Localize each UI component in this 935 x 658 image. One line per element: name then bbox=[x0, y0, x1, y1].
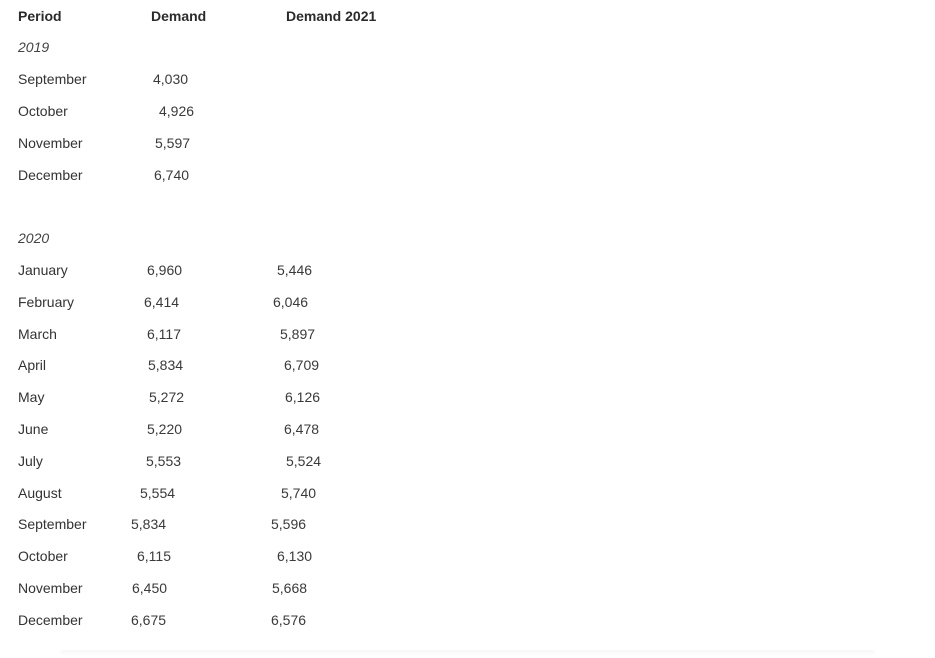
demand-value: 5,220 bbox=[147, 421, 183, 437]
demand-2021-value: 5,446 bbox=[277, 262, 313, 278]
row-label: September bbox=[18, 71, 87, 87]
demand-2021-value: 6,709 bbox=[284, 357, 320, 373]
demand-value: 6,675 bbox=[131, 612, 167, 628]
demand-value: 5,597 bbox=[155, 135, 191, 151]
row-label: April bbox=[18, 357, 47, 373]
row-label: February bbox=[18, 294, 75, 310]
demand-2021-value: 6,478 bbox=[284, 421, 320, 437]
demand-2021-value: 6,576 bbox=[271, 612, 307, 628]
demand-value: 5,554 bbox=[140, 485, 176, 501]
demand-2021-value: 6,130 bbox=[277, 548, 313, 564]
demand-value: 5,834 bbox=[131, 516, 167, 532]
demand-value: 6,117 bbox=[147, 326, 181, 342]
demand-value: 5,272 bbox=[149, 389, 185, 405]
row-label: March bbox=[18, 326, 57, 342]
demand-value: 5,834 bbox=[148, 357, 184, 373]
demand-value: 6,740 bbox=[154, 167, 190, 183]
demand-value: 6,115 bbox=[137, 548, 171, 564]
demand-value: 4,926 bbox=[159, 103, 195, 119]
row-label: December bbox=[18, 167, 83, 183]
row-label: July bbox=[18, 453, 43, 469]
year-label-2019: 2019 bbox=[18, 39, 50, 55]
row-label: June bbox=[18, 421, 49, 437]
demand-2021-value: 5,596 bbox=[271, 516, 307, 532]
row-label: August bbox=[18, 485, 62, 501]
row-label: May bbox=[18, 389, 45, 405]
demand-2021-value: 5,524 bbox=[286, 453, 322, 469]
demand-value: 4,030 bbox=[153, 71, 189, 87]
row-label: December bbox=[18, 612, 83, 628]
demand-2021-value: 5,668 bbox=[272, 580, 308, 596]
row-label: January bbox=[18, 262, 68, 278]
demand-2021-value: 6,126 bbox=[285, 389, 321, 405]
row-label: October bbox=[18, 548, 68, 564]
demand-value: 6,450 bbox=[132, 580, 168, 596]
row-label: November bbox=[18, 580, 83, 596]
row-label: November bbox=[18, 135, 83, 151]
demand-value: 6,414 bbox=[144, 294, 180, 310]
period-header: Period bbox=[18, 8, 62, 24]
bottom-shadow bbox=[60, 650, 875, 656]
year-label-2020: 2020 bbox=[18, 230, 50, 246]
demand-2021-value: 5,897 bbox=[280, 326, 316, 342]
row-label: September bbox=[18, 516, 87, 532]
demand-2021-value: 5,740 bbox=[281, 485, 317, 501]
demand-value: 6,960 bbox=[147, 262, 183, 278]
demand-2021-header: Demand 2021 bbox=[286, 8, 377, 24]
demand-value: 5,553 bbox=[146, 453, 182, 469]
row-label: October bbox=[18, 103, 68, 119]
demand-header: Demand bbox=[151, 8, 207, 24]
demand-2021-value: 6,046 bbox=[273, 294, 309, 310]
